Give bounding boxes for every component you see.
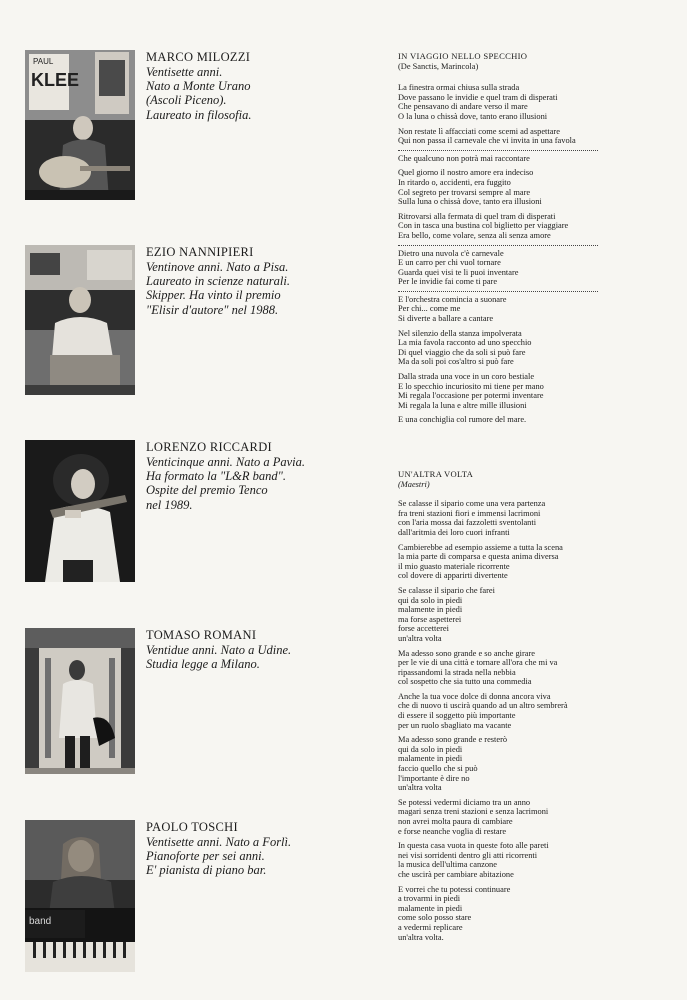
- stanza: [398, 649, 678, 687]
- stanza: [398, 798, 678, 836]
- lyric-line: In questa casa vuota in queste foto alle pareti: [398, 841, 549, 851]
- lyric-line: Dietro una nuvola c'è carnevale: [398, 248, 504, 258]
- stanza: [398, 154, 678, 164]
- artist-name: TOMASO ROMANI: [146, 628, 257, 642]
- bio-line: (Ascoli Piceno).: [146, 93, 227, 108]
- artist-photo: [25, 245, 135, 395]
- stanza: [398, 841, 678, 879]
- lyric-line: un'altra volta: [398, 783, 442, 793]
- lyric-line: qui da solo in piedi: [398, 744, 463, 754]
- lyric-line: La mia favola racconto ad uno specchio: [398, 338, 532, 348]
- song-lyrics: [398, 470, 678, 942]
- lyric-line: faccio quello che si può: [398, 764, 478, 774]
- lyric-line: magari senza treni stazioni e senza lacrimoni: [398, 807, 549, 817]
- stanza: [398, 543, 678, 581]
- lyric-line: ripassandomi la strada nella nebbia: [398, 667, 516, 677]
- lyric-line: Che qualcuno non potrà mai raccontare: [398, 153, 530, 163]
- bio-line: Laureato in filosofia.: [146, 107, 252, 122]
- lyric-line: l'importante è dire no: [398, 773, 470, 783]
- bio-line: Laureato in scienze naturali.: [146, 274, 290, 289]
- lyric-line: per un ruolo sbagliato ma vacante: [398, 720, 512, 730]
- lyric-line: forse accetterei: [398, 624, 449, 634]
- bio-line: Nato a Monte Urano: [146, 79, 251, 94]
- song-authors: (De Sanctis, Marincola): [398, 61, 479, 71]
- dotted-separator: [398, 245, 598, 246]
- bio-line: Ha formato la "L&R band".: [146, 469, 287, 484]
- lyric-line: E una conchiglia col rumore del mare.: [398, 415, 527, 425]
- artist-name: PAOLO TOSCHI: [146, 820, 238, 834]
- lyric-line: Con in tasca una bustina col biglietto per viaggiare: [398, 221, 569, 231]
- lyric-line: Per chi... come me: [398, 304, 461, 314]
- song-lyrics: [398, 52, 678, 425]
- lyric-line: Guarda quei visi te li puoi inventare: [398, 267, 519, 277]
- stanza: [398, 885, 678, 943]
- lyric-line: E l'orchestra comincia a suonare: [398, 294, 507, 304]
- bio-line: "Elisir d'autore" nel 1988.: [146, 302, 279, 317]
- song-title: IN VIAGGIO NELLO SPECCHIO: [398, 51, 528, 61]
- lyric-line: di essere il soggetto più importante: [398, 711, 516, 721]
- lyric-line: Ma adesso sono grande e so anche girare: [398, 648, 535, 658]
- lyric-line: E un carro per chi vuol tornare: [398, 258, 501, 268]
- lyric-line: Che pensavano di andare verso il mare: [398, 102, 528, 112]
- lyric-line: Nel silenzio della stanza impolverata: [398, 328, 522, 338]
- lyric-line: e forse neanche voglia di restare: [398, 826, 507, 836]
- stanza: [398, 735, 678, 793]
- lyric-line: fra treni stazioni fiori e immensi lacrimoni: [398, 508, 541, 518]
- lyric-line: Mi regala l'occasione per potermi inventare: [398, 391, 544, 401]
- lyric-line: qui da solo in piedi: [398, 595, 463, 605]
- lyric-line: Dalla strada una voce in un coro bestiale: [398, 372, 535, 382]
- poster-text-paul: PAUL: [33, 57, 54, 66]
- lyric-line: Ritrovarsi alla fermata di quel tram di disperati: [398, 211, 556, 221]
- artist-photo: [25, 440, 135, 582]
- lyric-line: con l'aria mossa dai fazzoletti sventolanti: [398, 518, 537, 528]
- artist-photo: [25, 628, 135, 774]
- stanza: [398, 83, 678, 121]
- bio-line: Ventisette anni. Nato a Forlì.: [146, 835, 292, 849]
- artist-name: LORENZO RICCARDI: [146, 440, 272, 454]
- bio-line: Ospite del premio Tenco: [146, 483, 268, 498]
- lyric-line: che di nuovo ti uscirà quando ad un altro sembrerà: [398, 701, 568, 711]
- lyric-line: per le vie di una città e tornare all'ora che mi va: [398, 658, 558, 668]
- dotted-separator: [398, 291, 598, 292]
- bio-line: nel 1989.: [146, 497, 193, 512]
- artist-bio: [146, 245, 361, 317]
- artist-photo: [25, 820, 135, 972]
- stanza: [398, 692, 678, 730]
- artist-name: EZIO NANNIPIERI: [146, 245, 254, 259]
- lyric-line: Ma adesso sono grande e resterò: [398, 735, 508, 745]
- bio-line: Ventidue anni. Nato a Udine.: [146, 643, 292, 657]
- artist-bio: [146, 820, 361, 878]
- lyric-line: Qui non passa il carnevale che vi invita in una favola: [398, 136, 576, 146]
- stanza: [398, 127, 678, 146]
- poster-text-klee: KLEE: [31, 70, 80, 90]
- lyric-line: Sulla luna o chissà dove, tanto era illusioni: [398, 197, 542, 207]
- bio-line: Ventinove anni. Nato a Pisa.: [146, 260, 289, 274]
- lyric-line: dall'aritmia dei loro cuori infranti: [398, 527, 510, 537]
- lyric-line: E vorrei che tu potessi continuare: [398, 884, 511, 894]
- artist-bio: [146, 628, 361, 671]
- lyric-line: Quel giorno il nostro amore era indeciso: [398, 168, 534, 178]
- bio-line: Venticinque anni. Nato a Pavia.: [146, 455, 306, 469]
- lyric-line: come solo posso stare: [398, 913, 472, 923]
- lyric-line: Cambierebbe ad esempio assieme a tutta la scena: [398, 542, 563, 552]
- lyric-line: col dovere di apparirti divertente: [398, 571, 508, 581]
- dotted-separator: [398, 150, 598, 151]
- lyric-line: malamente in piedi: [398, 754, 463, 764]
- stanza: [398, 212, 678, 241]
- lyric-line: E lo specchio incuriosito mi tiene per mano: [398, 381, 544, 391]
- stanza: [398, 295, 678, 324]
- stanza: [398, 499, 678, 537]
- lyric-line: La finestra ormai chiusa sulla strada: [398, 83, 520, 93]
- lyric-line: Era bello, come volare, senza ali senza amore: [398, 230, 551, 240]
- lyric-line: Ma da soli poi cos'altro si può fare: [398, 357, 514, 367]
- lyric-line: nei visi sorridenti dentro gli atti ricorrenti: [398, 850, 538, 860]
- lyric-line: Se calasse il sipario che farei: [398, 585, 495, 595]
- lyric-line: ma forse aspetterei: [398, 614, 462, 624]
- bio-line: Studia legge a Milano.: [146, 657, 260, 672]
- lyric-line: la mia parte di comparsa e questa anima diversa: [398, 552, 559, 562]
- lyric-line: Si diverte a ballare a cantare: [398, 314, 494, 324]
- lyric-line: O la luna o chissà dove, tanto erano illusioni: [398, 111, 548, 121]
- stanza: [398, 329, 678, 367]
- bio-line: E' pianista di piano bar.: [146, 863, 267, 878]
- lyric-line: a trovarmi in piedi: [398, 894, 461, 904]
- stanza: [398, 586, 678, 644]
- lyric-line: un'altra volta: [398, 633, 442, 643]
- lyric-line: In ritardo o, accidenti, era fuggito: [398, 177, 511, 187]
- artist-photo: [25, 50, 135, 200]
- bio-line: Pianoforte per sei anni.: [146, 849, 265, 864]
- song-authors: (Maestri): [398, 479, 430, 489]
- lyric-line: che uscirà per cambiare abitazione: [398, 869, 514, 879]
- lyric-line: Se calasse il sipario come una vera partenza: [398, 499, 546, 509]
- lyric-line: Non restate lì affacciati come scemi ad aspettare: [398, 126, 560, 136]
- lyric-line: un'altra volta.: [398, 932, 444, 942]
- stanza: [398, 372, 678, 410]
- stanza: [398, 415, 678, 425]
- lyric-line: la musica dell'ultima canzone: [398, 860, 497, 870]
- lyric-line: Per le invidie fai come ti pare: [398, 277, 498, 287]
- song-title: UN'ALTRA VOLTA: [398, 469, 474, 479]
- lyric-line: Mi regala la luna e altre mille illusioni: [398, 400, 527, 410]
- lyric-line: col sospetto che sia tutto una commedia: [398, 677, 532, 687]
- lyric-line: Anche la tua voce dolce di donna ancora viva: [398, 691, 551, 701]
- keyboard-label: band: [29, 916, 52, 927]
- lyric-line: malamente in piedi: [398, 903, 463, 913]
- artist-bio: [146, 440, 361, 512]
- lyric-line: Col segreto per trovarsi sempre al mare: [398, 187, 531, 197]
- bio-line: Skipper. Ha vinto il premio: [146, 288, 281, 303]
- song-body: [398, 83, 678, 425]
- artist-bio: [146, 50, 361, 122]
- artist-name: MARCO MILOZZI: [146, 50, 251, 64]
- lyric-line: a vedermi replicare: [398, 922, 463, 932]
- stanza: [398, 168, 678, 206]
- lyric-line: Se potessi vedermi diciamo tra un anno: [398, 797, 531, 807]
- lyric-line: il mio guasto materiale ricorrente: [398, 561, 510, 571]
- lyric-line: malamente in piedi: [398, 605, 463, 615]
- stanza: [398, 249, 678, 287]
- song-body: [398, 499, 678, 942]
- lyric-line: non avrei molta paura di cambiare: [398, 817, 513, 826]
- lyric-line: Dove passano le invidie e quel tram di disperati: [398, 92, 558, 102]
- bio-line: Ventisette anni.: [146, 65, 223, 79]
- lyric-line: Di quel viaggio che da soli si può fare: [398, 347, 526, 357]
